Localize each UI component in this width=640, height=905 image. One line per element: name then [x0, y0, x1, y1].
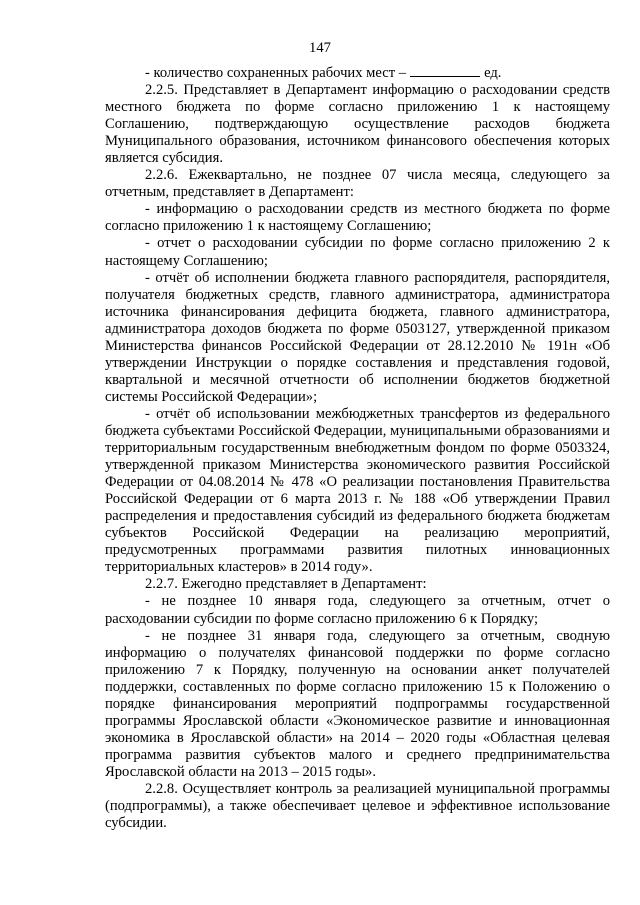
- clause-2-2-7: 2.2.7. Ежегодно представляет в Департамент:: [145, 576, 427, 593]
- document-body: [105, 64, 610, 832]
- clause-2-2-6: 2.2.6. Ежеквартально, не позднее 07 числа месяца, следующего за отчетным, представляет в Департамент:: [105, 167, 610, 201]
- clause-2-2-6-item-1: - информацию о расходовании средств из местного бюджета по форме согласно приложению 1 к настоящему Соглашению;: [105, 201, 610, 235]
- clause-2-2-6-item-4: - отчёт об использовании межбюджетных трансфертов из федерального бюджета субъектами Российской Федерации, муниципальными образованиями и территориальным государственным внебюджетным фондом по форме 0503324, утвержденной приказом Министерства экономического развития Российской Федерации от 04.08.2014 № 478 «О реализации постановления Правительства Российской Федерации от 6 марта 2013 г. № 188 «Об утверждении Правил распределения и предоставления субсидий из федерального бюджета бюджетам субъектов Российской Федерации на реализацию мероприятий, предусмотренных программами развития пилотных инновационных территориальных кластеров» в 2014 году».: [105, 405, 610, 576]
- clause-2-2-8: 2.2.8. Осуществляет контроль за реализацией муниципальной программы (подпрограммы), а также обеспечивает целевое и эффективное использование субсидии.: [105, 780, 610, 832]
- saved-jobs-unit: ед.: [484, 65, 502, 81]
- clause-2-2-6-item-2: - отчет о расходовании субсидии по форме согласно приложению 2 к настоящему Соглашению;: [105, 235, 610, 269]
- clause-2-2-5: 2.2.5. Представляет в Департамент информацию о расходовании средств местного бюджета по форме согласно приложению 1 к настоящему Соглашению, подтверждающую осуществление расходов бюджета Муниципального образования, источником финансового обеспечения которых является субсидия.: [105, 82, 610, 167]
- clause-2-2-7-item-2: - не позднее 31 января года, следующего за отчетным, сводную информацию о получателях финансовой поддержки по форме согласно приложению 7 к Порядку, полученную на основании анкет получателей поддержки, составленных по форме согласно приложению 15 к Положению о порядке финансирования мероприятий подпрограммы государственной программы Ярославской области «Экономическое развитие и инновационная экономика в Ярославской области» на 2014 – 2020 годы «Областная целевая программа развития субъектов малого и среднего предпринимательства Ярославской области на 2013 – 2015 годы».: [105, 627, 610, 780]
- blank-fill-line: [410, 64, 480, 77]
- paragraph-saved-jobs: [105, 64, 610, 82]
- saved-jobs-text: - количество сохраненных рабочих мест –: [145, 65, 407, 81]
- page-number: 147: [309, 40, 331, 56]
- clause-2-2-6-item-3: - отчёт об исполнении бюджета главного распорядителя, распорядителя, получателя бюджетных средств, главного администратора, администратора источника финансирования дефицита бюджета, главного администратора, администратора доходов бюджета по форме 0503127, утвержденной приказом Министерства финансов Российской Федерации от 28.12.2010 № 191н «Об утверждении Инструкции о порядке составления и представления годовой, квартальной и месячной отчетности об исполнении бюджетов бюджетной системы Российской Федерации»;: [105, 269, 610, 405]
- clause-2-2-7-item-1: - не позднее 10 января года, следующего за отчетным, отчет о расходовании субсидии по форме согласно приложению 6 к Порядку;: [105, 593, 610, 627]
